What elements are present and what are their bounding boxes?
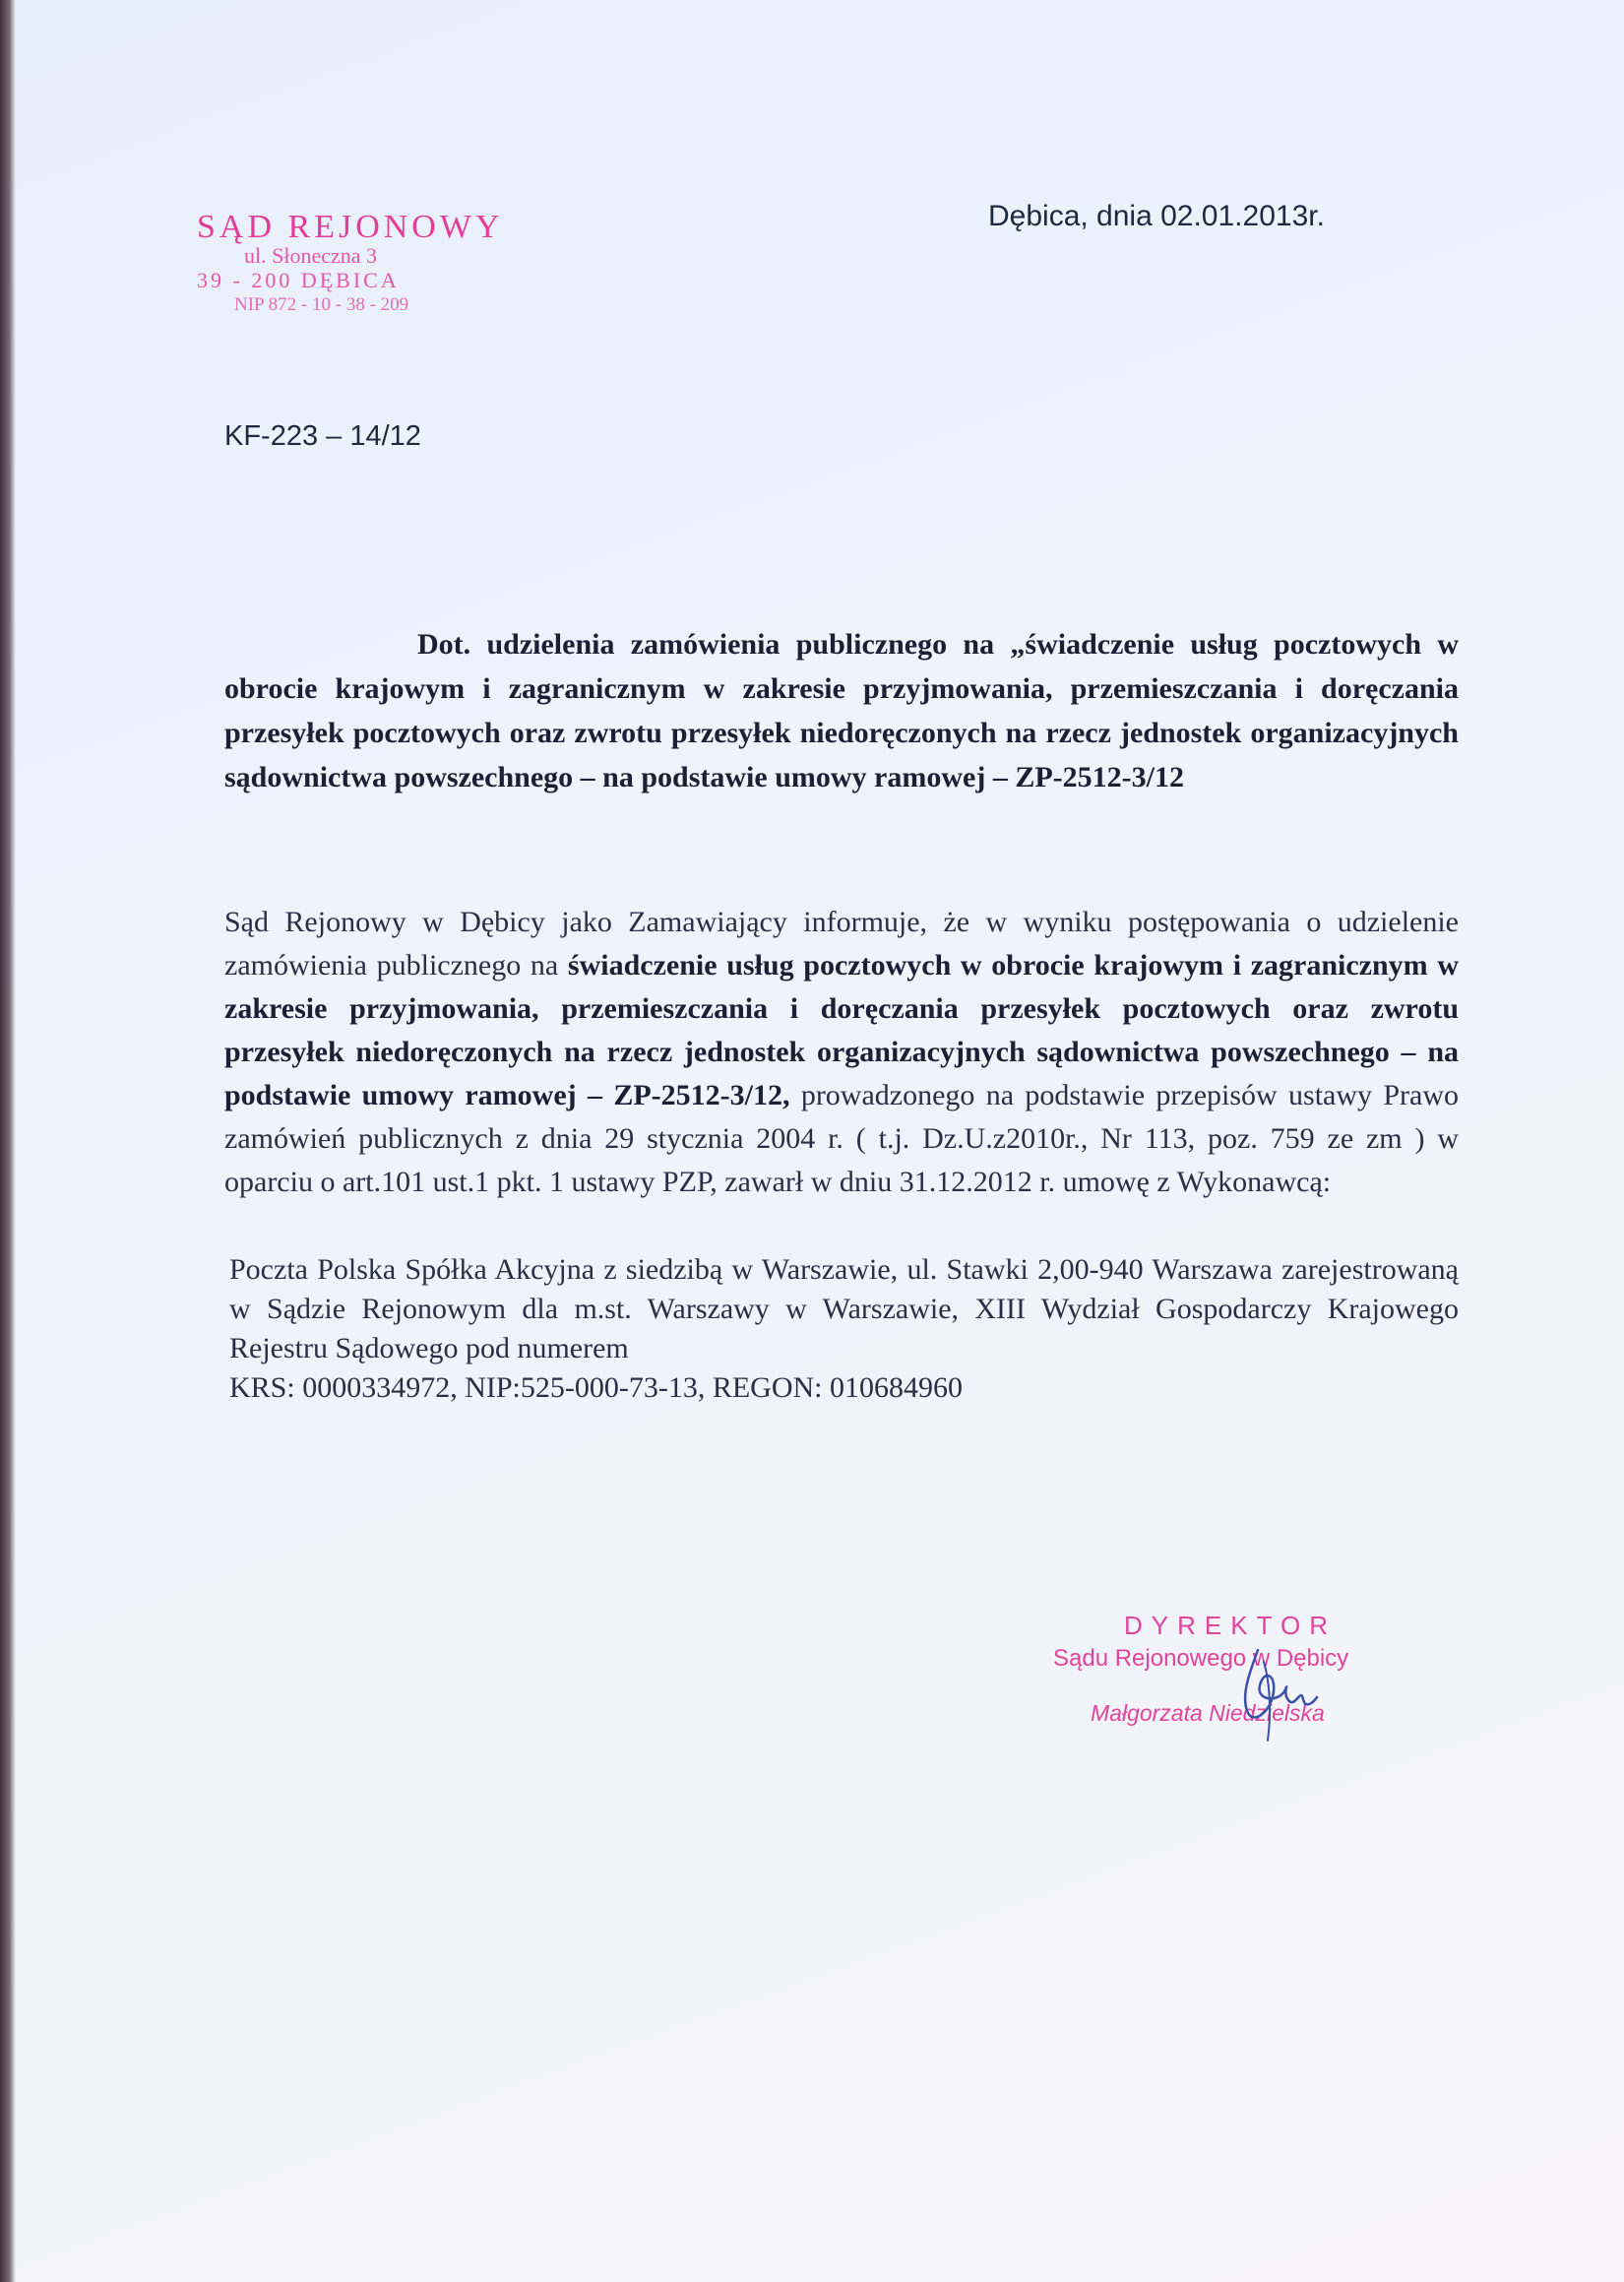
subject-text: Dot. udzielenia zamówienia publicznego na „świadczenie usług pocztowych w obrocie krajowym i zagranicznym w zakresie przyjmowania, przemieszczania i doręczania przesyłek pocztowych oraz zwrotu przesyłek niedoręczonych na rzecz jednostek organizacyjnych sądownictwa powszechnego – na podstawie umowy ramowej – ZP-2512-3/12 — [224, 628, 1459, 793]
stamp-line-2: ul. Słoneczna 3 — [244, 243, 378, 268]
body-paragraph — [224, 901, 1459, 1204]
stamp-line-3: 39 - 200 DĘBICA — [197, 268, 400, 292]
scan-edge — [0, 0, 16, 2282]
contractor-line-1: Poczta Polska Spółka Akcyjna z siedzibą w Warszawie, ul. Stawki 2,00-940 Warszawa zarejestrowaną w Sądzie Rejonowym dla m.st. Warszawy w Warszawie, XIII Wydział Gospodarczy Krajowego Rejestru Sądowego pod numerem — [229, 1253, 1459, 1364]
subject-paragraph — [224, 622, 1459, 799]
handwritten-signature-icon — [1220, 1642, 1339, 1750]
place-date: Dębica, dnia 02.01.2013r. — [988, 200, 1325, 232]
signature-org: Sądu Rejonowego w Dębicy — [1053, 1645, 1349, 1672]
body-intro: Sąd Rejonowy w Dębicy jako Zamawiający informuje, że w wyniku postępowania o udzielenie zamówienia publicznego na — [224, 906, 1459, 982]
stamp-line-4: NIP 872 - 10 - 38 - 209 — [234, 294, 409, 315]
body-rest: prowadzonego na podstawie przepisów ustawy Prawo zamówień publicznych z dnia 29 stycznia 2004 r. ( t.j. Dz.U.z2010r., Nr 113, poz. 759 ze zm ) w oparciu o art.101 ust.1 pkt. 1 ustawy PZP, zawarł w dniu 31.12.2012 r. umowę z Wykonawcą: — [224, 1079, 1459, 1198]
signature-title: DYREKTOR — [1124, 1611, 1337, 1640]
signature-name: Małgorzata Niedzielska — [1091, 1700, 1325, 1726]
stamp-line-1: SĄD REJONOWY — [197, 209, 504, 245]
contractor-line-2: KRS: 0000334972, NIP:525-000-73-13, REGON: 010684960 — [229, 1371, 964, 1404]
body-bold-part: świadczenie usług pocztowych w obrocie krajowym i zagranicznym w zakresie przyjmowania, przemieszczania i doręczania przesyłek pocztowych oraz zwrotu przesyłek niedoręczonych na rzecz jednostek organizacyjnych sądownictwa powszechnego – na podstawie umowy ramowej – ZP-2512-3/12, — [224, 949, 1459, 1111]
contractor-block — [229, 1250, 1459, 1408]
reference-number: KF-223 – 14/12 — [224, 420, 421, 452]
court-stamp — [197, 211, 531, 317]
